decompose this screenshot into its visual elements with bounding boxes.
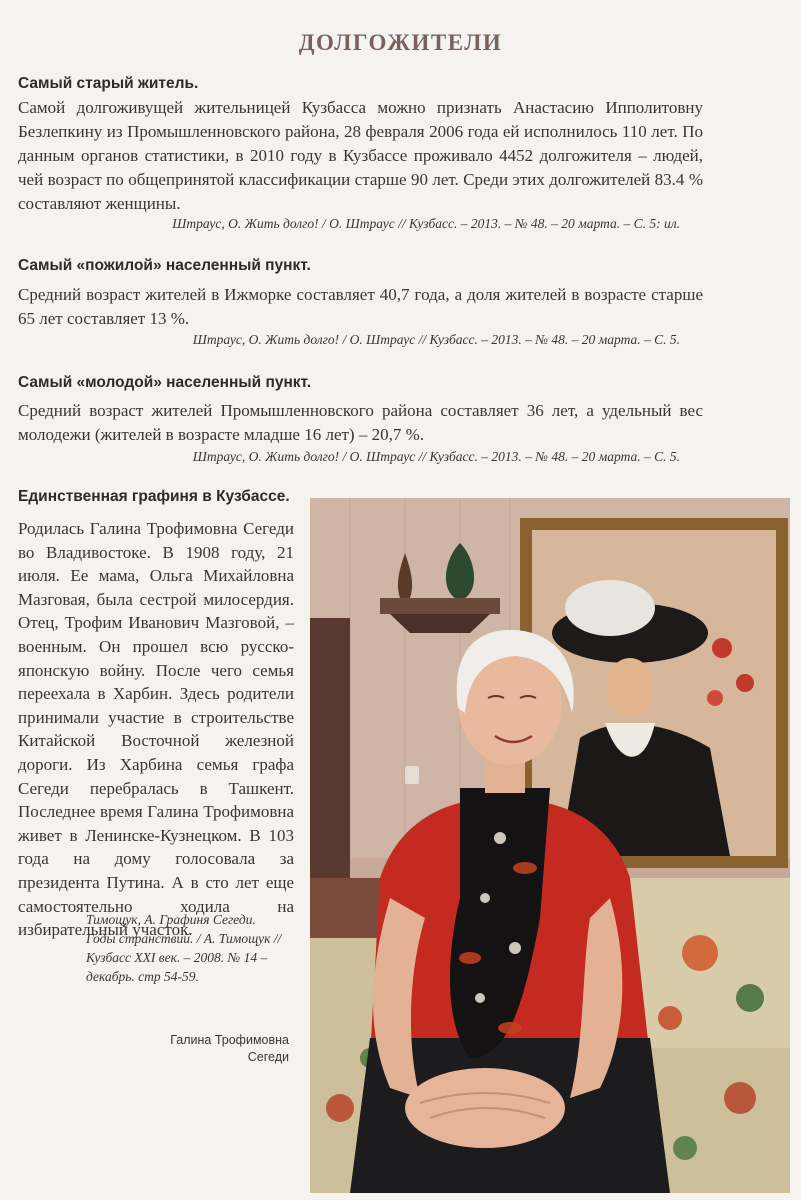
section-heading-youngest-settlement: Самый «молодой» населенный пункт. [18, 374, 312, 391]
photo-caption: Галина Трофимовна Сегеди [170, 1033, 289, 1064]
section-heading-oldest-resident: Самый старый житель. [18, 75, 199, 92]
section-text-oldest-resident: Самой долгоживущей жительницей Кузбасса можно признать Анастасию Ипполитовну Безлепкину из Промышленновского района, 28 февраля 2006 года ей исполнилось 110 лет. По данным органов статистики, в 2010 году в Кузбассе проживало 4452 долгожителя – людей, чей возраст по общепринятой классификации старше 90 лет. Среди этих долгожителей 83.4 % составляют женщины. [18, 98, 703, 213]
bio-text: Родилась Галина Трофимовна Сегеди во Владивостоке. В 1908 году, 21 июля. Ее мама, Ольга Михайловна Мазговая, была сестрой милосердия. Отец, Трофим Иванович Мазговой, – военным. Он прошел всю русско-японскую войну. После чего семья переехала в Харбин. Здесь родители принимали участие в строительстве Китайской Восточной железной дороги. Из Харбина семья графа Сегеди перебралась в Ташкент. Последнее время Галина Трофимовна живет в Ленинске-Кузнецком. В 103 года на дому голосовала за президента Путина. А в сто лет еще самостоятельно ходила на избирательный участок. [18, 519, 294, 940]
citation-youngest-settlement: Штраус, О. Жить долго! / О. Штраус // Кузбасс. – 2013. – № 48. – 20 марта. – С. 5. [192, 449, 680, 464]
wall-shelf [380, 598, 500, 614]
bio-citation: Тимощук, А. Графиня Сегеди. Годы странствий. / А. Тимощук // Кузбасс XXI век. – 2008. № 14 – декабрь. стр 54-59. [86, 912, 282, 984]
section-heading-oldest-settlement: Самый «пожилой» населенный пункт. [18, 257, 311, 274]
section-text-oldest-settlement: Средний возраст жителей в Ижморке составляет 40,7 года, а доля жителей в возрасте старше 65 лет составляет 13 %. [18, 285, 703, 328]
citation-oldest-settlement: Штраус, О. Жить долго! / О. Штраус // Кузбасс. – 2013. – № 48. – 20 марта. – С. 5. [192, 332, 680, 347]
bio-heading: Единственная графиня в Кузбассе. [18, 488, 290, 505]
section-text-youngest-settlement: Средний возраст жителей Промышленновского района составляет 36 лет, а удельный вес молодежи (жителей в возрасте младше 16 лет) – 20,7 %. [18, 401, 703, 444]
light-switch [405, 766, 419, 784]
citation-oldest-resident: Штраус, О. Жить долго! / О. Штраус // Кузбасс. – 2013. – № 48. – 20 марта. – С. 5: ил. [172, 216, 680, 231]
portrait-photo [310, 498, 790, 1193]
page-title: ДОЛГОЖИТЕЛИ [298, 30, 503, 55]
